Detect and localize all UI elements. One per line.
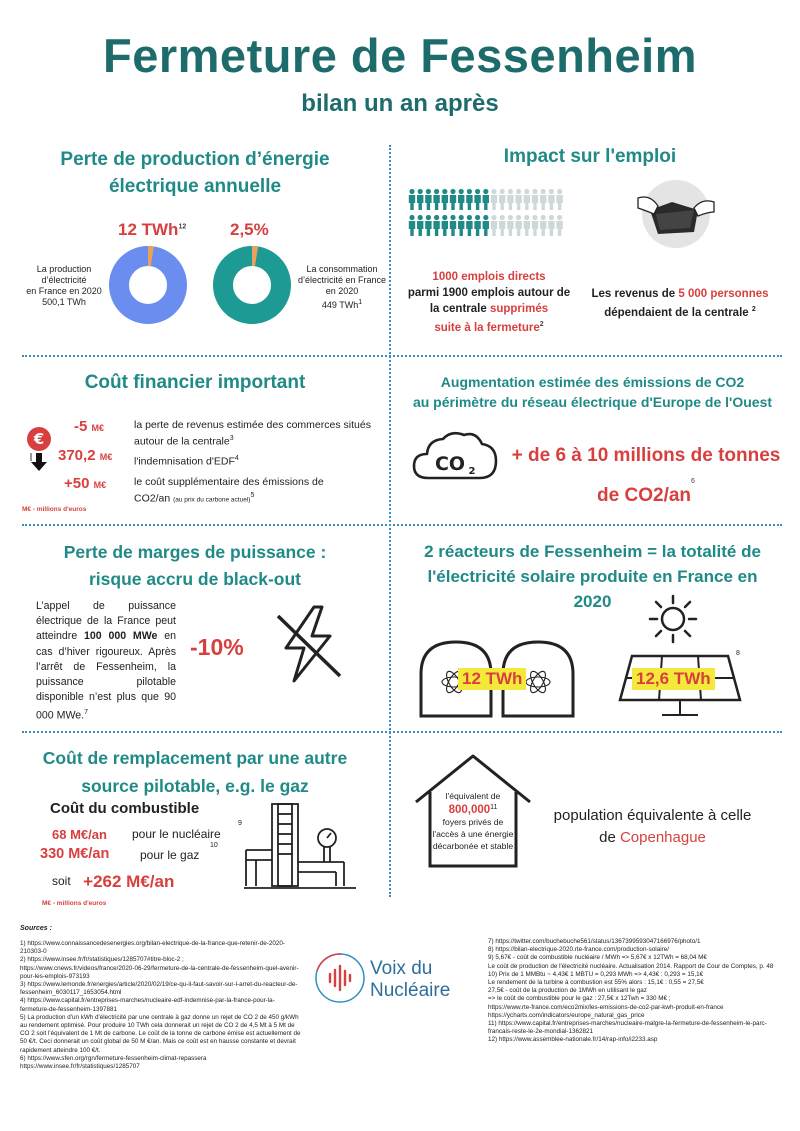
foyers-text-line2a: de xyxy=(599,829,620,846)
reacteurs-heading-line3: 2020 xyxy=(573,592,612,611)
production-right-line: d’électricité en France xyxy=(297,275,387,285)
source-line: https://www.insee.fr/fr/statistiques/1285707 xyxy=(20,1063,140,1071)
person-icon xyxy=(417,189,423,210)
emploi-col1 xyxy=(398,269,580,336)
marges-ref: 7 xyxy=(84,709,88,717)
marges-heading xyxy=(30,539,360,593)
person-icon xyxy=(507,189,513,210)
source-line: 5) La production d'un kWh d'électricité par une centrale à gaz donne un rejet de CO 2 de 450 g/kWh au rendement optimisé. Pour produire 10 TWh cela donnerait un rejet de CO 2 de 4,5 Mt à 5 Mt de CO 2 soit l'équivalent de 1 Mt de carbone. Le coût de la tonne de carbone émise est actuellement de 50 €/t. Ceci donnerait un coût global de 50 M €/an. Mais ce coût est en hausse constante et devrait rapidement atteindre 100 €/t. xyxy=(20,1013,301,1054)
cout-row-1-unit: M€ xyxy=(91,423,105,433)
gaz-heading xyxy=(30,744,360,800)
cout-row-2-unit: M€ xyxy=(99,452,113,462)
person-icon xyxy=(548,215,554,236)
emploi-col2-line2 xyxy=(580,302,780,321)
person-icon xyxy=(474,215,480,236)
euro-down-icon xyxy=(22,425,56,473)
gaz-gas-ref: 10 xyxy=(210,842,218,849)
gaz-total-value: +262 M€/an xyxy=(83,872,175,891)
person-icon xyxy=(450,215,456,236)
person-icon xyxy=(515,215,521,236)
co2-value-line2 xyxy=(510,469,782,509)
emploi-col1-line3b: supprimés xyxy=(489,303,549,315)
person-icon xyxy=(433,189,439,210)
empty-wallet-icon xyxy=(628,180,724,252)
co2-cloud-icon xyxy=(410,428,500,484)
emploi-col2-line2-text: dépendaient de la centrale xyxy=(604,306,749,319)
gaz-legend: M€ - millions d'euros xyxy=(42,900,107,907)
person-icon xyxy=(458,189,464,210)
emploi-col1-line4 xyxy=(398,317,580,336)
source-line: 7) https://twitter.com/buchebuche561/status/1367399593047166976/photo/1 xyxy=(488,938,701,945)
production-right-text xyxy=(292,264,392,311)
source-line: Le coût de production de l'électricité nucléaire. Actualisation 2014. Rapport de Cour de Comptes, p. 48 xyxy=(488,962,774,970)
person-icon xyxy=(499,215,505,236)
cout-row-1-text-body: la perte de revenus estimée des commerces situés autour de la centrale xyxy=(134,419,371,448)
cout-heading: Coût financier important xyxy=(84,372,306,393)
logo-line1: Voix du xyxy=(370,958,433,979)
production-left-line: 500,1 TWh xyxy=(42,297,86,307)
person-icon xyxy=(540,215,546,236)
co2-value-line1: + de 6 à 10 millions de tonnes xyxy=(511,445,781,466)
divider-row1 xyxy=(22,355,782,357)
svg-text:€: € xyxy=(33,430,45,448)
marges-text-b: en cas d’hiver rigoureux. Après l’arrêt de Fessenheim, la puissance pilotable disponible n’est plus que 90 000 MWe. xyxy=(36,630,177,722)
house-line2: foyers privés de xyxy=(442,816,504,827)
person-icon xyxy=(417,215,423,236)
cout-row-3-value-number: +50 xyxy=(64,475,90,492)
marges-text xyxy=(36,599,176,724)
cout-row-1-value-number: -5 xyxy=(74,418,88,435)
gaz-nuc-label: pour le nucléaire xyxy=(132,827,221,841)
source-line: https://ycharts.com/indicators/europe_natural_gas_price xyxy=(488,1011,645,1019)
person-icon xyxy=(458,215,464,236)
sources-left xyxy=(20,940,302,1071)
person-icon xyxy=(515,189,521,210)
emploi-col1-ref: 2 xyxy=(539,321,544,328)
house-value-line xyxy=(424,802,522,816)
emploi-col1-line2: parmi 1900 emplois autour de xyxy=(407,287,571,299)
production-value-twh xyxy=(118,220,186,240)
cout-row-2-value-number: 370,2 xyxy=(58,447,96,464)
gaz-soit: soit xyxy=(52,874,71,888)
emploi-col1-line3 xyxy=(398,301,580,317)
foyers-text xyxy=(540,805,765,849)
cout-legend: M€ - millions d'euros xyxy=(22,506,87,513)
production-left-line: La production xyxy=(36,264,92,274)
cout-row-2-text-body: l'indemnisation d'EDF xyxy=(134,455,235,468)
production-value-twh-ref: 12 xyxy=(178,223,187,231)
gaz-nuc-ref: 9 xyxy=(238,820,242,827)
person-icon xyxy=(491,189,497,210)
no-power-icon xyxy=(272,604,346,684)
marges-text-a: L’appel de puissance électrique de la France peut atteindre xyxy=(36,600,176,643)
person-icon xyxy=(425,189,431,210)
person-icon xyxy=(466,215,472,236)
person-icon xyxy=(466,189,472,210)
source-line: 27,5€ - coût de la production de 1MWh en utilisant le gaz xyxy=(488,987,647,995)
cout-row-1-value xyxy=(74,418,104,435)
source-line: 3) https://www.lemonde.fr/energies/article/2020/02/19/ce-qu-il-faut-savoir-sur-l-arret-du-reacteur-de-fessenheim_6030117_1653054.html xyxy=(20,981,298,997)
divider-vertical xyxy=(389,145,391,897)
person-icon xyxy=(483,215,489,236)
person-icon xyxy=(556,189,562,210)
cout-row-2-value xyxy=(58,447,112,464)
source-line: 8) https://bilan-electrique-2020.rte-france.com/production-solaire/ xyxy=(488,946,669,954)
cout-row-1-text xyxy=(134,418,384,449)
production-donut xyxy=(108,245,188,325)
house-line1: l'équivalent de xyxy=(445,791,501,801)
gaz-gas-value: 330 M€/an xyxy=(40,846,110,862)
cout-row-2-text xyxy=(134,452,384,469)
person-icon xyxy=(425,215,431,236)
house-ref: 11 xyxy=(490,804,498,811)
foyers-text-line1: population équivalente à celle xyxy=(553,807,752,824)
person-icon xyxy=(409,215,415,236)
source-line: 1) https://www.connaissancedesenergies.org/bilan-electrique-de-la-france-que-retenir-de-2020-210303-0 xyxy=(20,940,285,956)
source-line: 6) https://www.sfen.org/rgn/fermeture-fessenheim-climat-repassera xyxy=(20,1054,207,1062)
person-icon xyxy=(548,189,554,210)
person-icon xyxy=(524,189,530,210)
page-title: Fermeture de Fessenheim xyxy=(103,29,697,82)
sources-label: Sources : xyxy=(20,925,52,932)
emploi-col1-line1: 1000 emplois directs xyxy=(432,271,546,283)
voix-du-nucleaire-logo-icon xyxy=(312,950,368,1006)
co2-value-line2-text: de CO2/an xyxy=(597,485,692,506)
person-icon xyxy=(507,215,513,236)
foyers-text-line2 xyxy=(540,827,765,849)
reacteurs-heading-line1: 2 réacteurs de Fessenheim = la totalité de xyxy=(424,542,761,561)
sun-icon xyxy=(648,594,698,644)
emploi-col2-line1b: 5 000 personnes xyxy=(678,288,769,300)
source-line: Le rendement de la turbine à combustion est 55% alors : 15,1€ : 0,55 = 27,5€ xyxy=(488,979,704,987)
co2-ref: 6 xyxy=(691,478,695,485)
divider-row2 xyxy=(22,524,782,526)
logo-text xyxy=(370,958,450,1002)
gaz-heading-line1: Coût de remplacement par une autre xyxy=(42,748,348,768)
sources-right xyxy=(488,938,784,1045)
person-icon xyxy=(433,215,439,236)
reacteurs-ref: 8 xyxy=(736,650,740,657)
person-icon xyxy=(532,215,538,236)
production-heading xyxy=(30,146,360,200)
production-heading-line1: Perte de production d’énergie xyxy=(60,149,330,170)
cout-row-3-ref: 5 xyxy=(250,492,255,499)
emploi-col1-line3a: la centrale xyxy=(429,303,490,315)
person-icon xyxy=(499,189,505,210)
person-icon xyxy=(442,215,448,236)
marges-heading-line2: risque accru de black-out xyxy=(88,569,301,589)
house-value: 800,000 xyxy=(448,803,491,816)
production-right-line: en 2020 xyxy=(325,286,359,296)
marges-value: -10% xyxy=(190,634,244,660)
emploi-col2-line1 xyxy=(580,286,780,302)
reacteurs-heading-line2: l'électricité solaire produite en France en xyxy=(427,567,758,586)
production-left-text xyxy=(20,264,108,308)
co2-heading xyxy=(395,372,790,412)
co2-heading-line2: au périmètre du réseau électrique d'Europe de l'Ouest xyxy=(412,394,773,410)
emploi-col1-line4-text: suite à la fermeture xyxy=(434,321,540,334)
cout-row-3-unit: M€ xyxy=(93,480,107,490)
cout-row-3-text xyxy=(134,475,344,508)
person-icon xyxy=(524,215,530,236)
reactors-value: 12 TWh xyxy=(458,668,526,690)
production-left-line: en France en 2020 xyxy=(26,286,102,296)
person-icon xyxy=(491,215,497,236)
person-icon xyxy=(540,189,546,210)
gaz-gas-label: pour le gaz xyxy=(140,848,200,862)
source-line: => le coût de combustible pour le gaz : 27,5€ x 12Twh = 330 M€ ; xyxy=(488,995,671,1003)
foyers-text-line2b: Copenhague xyxy=(619,829,706,846)
emploi-col2-line1a: Les revenus de xyxy=(591,288,679,300)
gas-plant-icon xyxy=(244,800,356,892)
person-icon xyxy=(483,189,489,210)
production-left-line: d’électricité xyxy=(41,275,87,285)
co2-cloud-sub: 2 xyxy=(468,466,476,477)
gaz-heading-line2: source pilotable, e.g. le gaz xyxy=(81,776,309,796)
reacteurs-heading xyxy=(395,539,790,614)
logo-line2: Nucléaire xyxy=(370,980,451,1001)
co2-heading-line1: Augmentation estimée des émissions de CO2 xyxy=(440,374,745,390)
emploi-heading: Impact sur l'emploi xyxy=(503,146,677,167)
source-line: https://www.cnews.fr/videos/france/2020-06-29/fermeture-de-la-centrale-de-fessenheim-quel-avenir-pour-les-emplois-973193 xyxy=(20,964,299,980)
source-line: 11) https://www.capital.fr/entreprises-marches/nucleaire-malgre-la-fermeture-de-fessenheim-le-parc-francais-reste-le-2e-mondial-1362821 xyxy=(488,1020,767,1036)
co2-value xyxy=(510,443,782,509)
house-text xyxy=(424,790,522,852)
production-value-twh-text: 12 TWh xyxy=(118,220,179,239)
production-right-value: 449 TWh xyxy=(321,300,359,310)
co2-cloud-label: CO xyxy=(434,453,466,475)
people-icons-grid xyxy=(408,188,568,240)
source-line: 9) 5,67€ - coût de combustible nucléaire / MWh => 5,67€ x 12TWh = 68,04 M€ xyxy=(488,954,707,962)
gaz-subheading: Coût du combustible xyxy=(50,800,200,817)
person-icon xyxy=(532,189,538,210)
cout-row-1-ref: 3 xyxy=(229,435,234,442)
production-right-line: La consommation xyxy=(306,264,378,274)
atom-icon xyxy=(526,669,550,695)
gaz-total xyxy=(52,872,272,892)
cout-row-2-ref: 4 xyxy=(234,455,239,462)
emploi-col2-ref: 2 xyxy=(751,306,756,313)
marges-heading-line1: Perte de marges de puissance : xyxy=(63,542,327,562)
page-subtitle: bilan un an après xyxy=(301,90,499,117)
person-icon xyxy=(409,189,415,210)
source-line: https://www.rte-france.com/eco2mix/les-emissions-de-co2-par-kwh-produit-en-france xyxy=(488,1003,724,1011)
gaz-nuc-value: 68 M€/an xyxy=(52,827,107,842)
production-heading-line2: électrique annuelle xyxy=(108,176,282,197)
house-line4: décarbonée et stable xyxy=(432,840,514,851)
person-icon xyxy=(556,215,562,236)
marges-text-bold: 100 000 MWe xyxy=(84,630,158,643)
person-icon xyxy=(450,189,456,210)
cout-row-3-text-body: le coût supplémentaire des émissions de CO2/an xyxy=(134,476,324,505)
source-line: 10) Prix de 1 MMBtu ~ 4,43€ 1 MBTU = 0,293 MWh => 4,43€ : 0,293 = 15,1€ xyxy=(488,970,704,978)
emploi-col2 xyxy=(580,286,780,321)
person-icon xyxy=(442,189,448,210)
source-line: 2) https://www.insee.fr/fr/statistiques/1285707#titre-bloc-2 ; xyxy=(20,956,184,964)
production-right-line xyxy=(292,297,392,311)
production-value-percent: 2,5% xyxy=(230,220,269,239)
cout-row-3-value xyxy=(64,475,106,492)
divider-row3 xyxy=(22,731,782,733)
cout-row-3-note: (au prix du carbone actuel) xyxy=(173,496,251,504)
source-line: 12) https://www.assemblee-nationale.fr/14/rap-info/i2233.asp xyxy=(488,1036,658,1044)
house-line3: l'accès à une énergie xyxy=(432,828,514,839)
person-icon xyxy=(474,189,480,210)
production-right-ref: 1 xyxy=(358,299,363,306)
solar-value: 12,6 TWh xyxy=(632,668,715,690)
consumption-donut xyxy=(212,245,292,325)
source-line: 4) https://www.capital.fr/entreprises-marches/nucleaire-edf-indemnise-par-la-france-pour-la-fermeture-de-fessenheim-1397881 xyxy=(20,997,275,1013)
